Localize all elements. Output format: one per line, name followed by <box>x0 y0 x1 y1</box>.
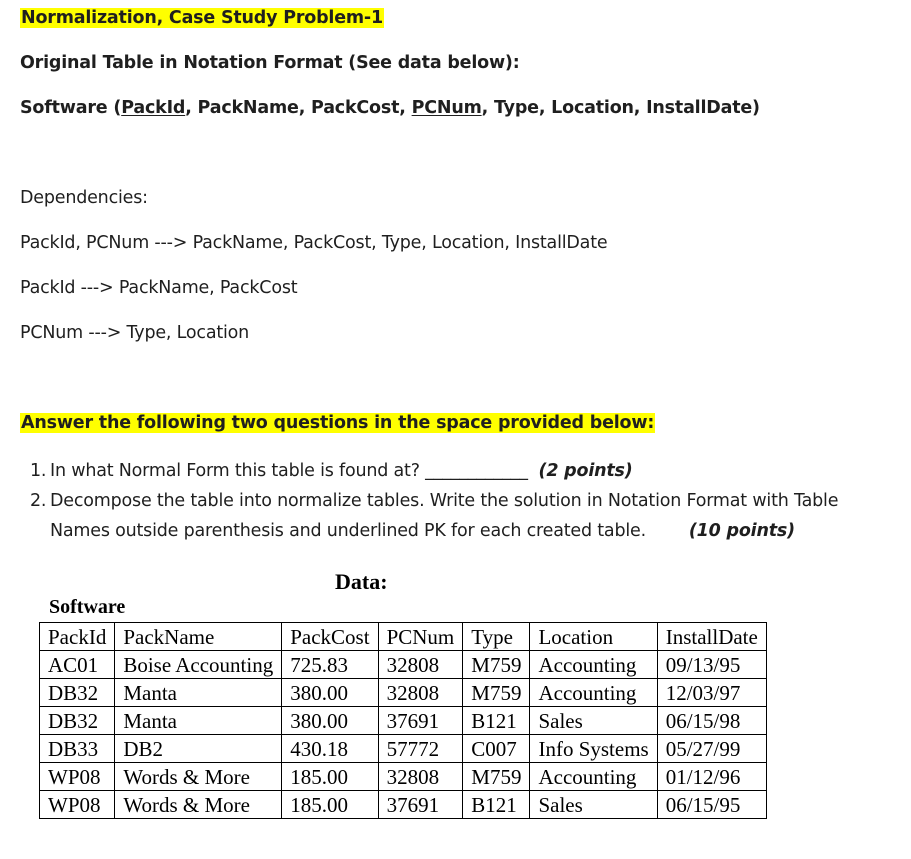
questions-list <box>20 456 900 546</box>
table-cell: WP08 <box>40 791 115 819</box>
table-cell: 380.00 <box>282 707 378 735</box>
table-cell: Words & More <box>115 791 282 819</box>
table-cell: Sales <box>530 791 657 819</box>
notation-fields-mid: , PackName, PackCost, <box>185 98 412 118</box>
original-notation <box>20 97 760 119</box>
dependency-1: PackId, PCNum ---> PackName, PackCost, Type, Location, InstallDate <box>20 233 608 253</box>
table-cell: DB32 <box>40 707 115 735</box>
instructions-highlight: Answer the following two questions in the space provided below: <box>21 413 655 433</box>
table-cell: Sales <box>530 707 657 735</box>
column-header: Type <box>463 623 530 651</box>
question-points: (10 points) <box>688 521 795 541</box>
table-cell: 57772 <box>378 735 463 763</box>
table-cell: B121 <box>463 791 530 819</box>
original-table-label: Original Table in Notation Format (See data below): <box>20 53 520 73</box>
data-title: Data: <box>335 569 388 594</box>
column-header: PackCost <box>282 623 378 651</box>
table-row <box>40 707 767 735</box>
instructions <box>20 412 655 434</box>
table-cell: Boise Accounting <box>115 651 282 679</box>
dependency-2: PackId ---> PackName, PackCost <box>20 278 298 298</box>
notation-fields-rest: , Type, Location, InstallDate) <box>481 98 760 118</box>
question-text: In what Normal Form this table is found at? ____________ <box>50 461 539 481</box>
table-cell: Manta <box>115 679 282 707</box>
column-header: PackName <box>115 623 282 651</box>
table-cell: 430.18 <box>282 735 378 763</box>
table-cell: 32808 <box>378 763 463 791</box>
table-row <box>40 735 767 763</box>
table-cell: 37691 <box>378 707 463 735</box>
table-row <box>40 763 767 791</box>
table-cell: Accounting <box>530 679 657 707</box>
dependencies-label: Dependencies: <box>20 188 148 208</box>
heading-highlight: Normalization, Case Study Problem-1 <box>21 8 383 28</box>
data-table-name: Software <box>49 596 126 618</box>
table-cell: C007 <box>463 735 530 763</box>
table-cell: WP08 <box>40 763 115 791</box>
notation-pk-pcnum: PCNum <box>411 98 482 118</box>
table-cell: 32808 <box>378 651 463 679</box>
table-cell: 12/03/97 <box>657 679 766 707</box>
software-table-body <box>40 623 767 819</box>
dependency-3: PCNum ---> Type, Location <box>20 323 250 343</box>
table-cell: AC01 <box>40 651 115 679</box>
table-cell: 725.83 <box>282 651 378 679</box>
table-cell: Info Systems <box>530 735 657 763</box>
software-data-table <box>39 622 767 819</box>
question-text: Decompose the table into normalize tables. Write the solution in Notation Format with Table Names outside parenthesis and underlined PK for each created table. <box>50 491 844 541</box>
table-cell: DB2 <box>115 735 282 763</box>
notation-table-name: Software <box>20 98 108 118</box>
question-number: 2. <box>30 491 47 511</box>
column-header: Location <box>530 623 657 651</box>
question-1 <box>20 456 900 486</box>
question-2 <box>20 486 900 546</box>
table-cell: M759 <box>463 763 530 791</box>
column-header: InstallDate <box>657 623 766 651</box>
table-cell: 09/13/95 <box>657 651 766 679</box>
column-header: PackId <box>40 623 115 651</box>
table-cell: Accounting <box>530 651 657 679</box>
table-cell: 32808 <box>378 679 463 707</box>
table-cell: 01/12/96 <box>657 763 766 791</box>
table-cell: 37691 <box>378 791 463 819</box>
table-row <box>40 791 767 819</box>
table-cell: 185.00 <box>282 791 378 819</box>
table-cell: 185.00 <box>282 763 378 791</box>
table-cell: DB32 <box>40 679 115 707</box>
notation-pk-packid: PackId <box>121 98 186 118</box>
table-cell: Accounting <box>530 763 657 791</box>
table-cell: 06/15/95 <box>657 791 766 819</box>
question-number: 1. <box>30 461 47 481</box>
table-cell: 06/15/98 <box>657 707 766 735</box>
table-cell: Words & More <box>115 763 282 791</box>
table-cell: 05/27/99 <box>657 735 766 763</box>
page-heading <box>20 7 384 29</box>
table-cell: Manta <box>115 707 282 735</box>
notation-open-paren: ( <box>113 98 122 118</box>
table-cell: M759 <box>463 679 530 707</box>
table-cell: DB33 <box>40 735 115 763</box>
table-row <box>40 679 767 707</box>
table-header-row <box>40 623 767 651</box>
column-header: PCNum <box>378 623 463 651</box>
table-cell: B121 <box>463 707 530 735</box>
table-cell: 380.00 <box>282 679 378 707</box>
table-row <box>40 651 767 679</box>
table-cell: M759 <box>463 651 530 679</box>
question-points: (2 points) <box>538 461 633 481</box>
